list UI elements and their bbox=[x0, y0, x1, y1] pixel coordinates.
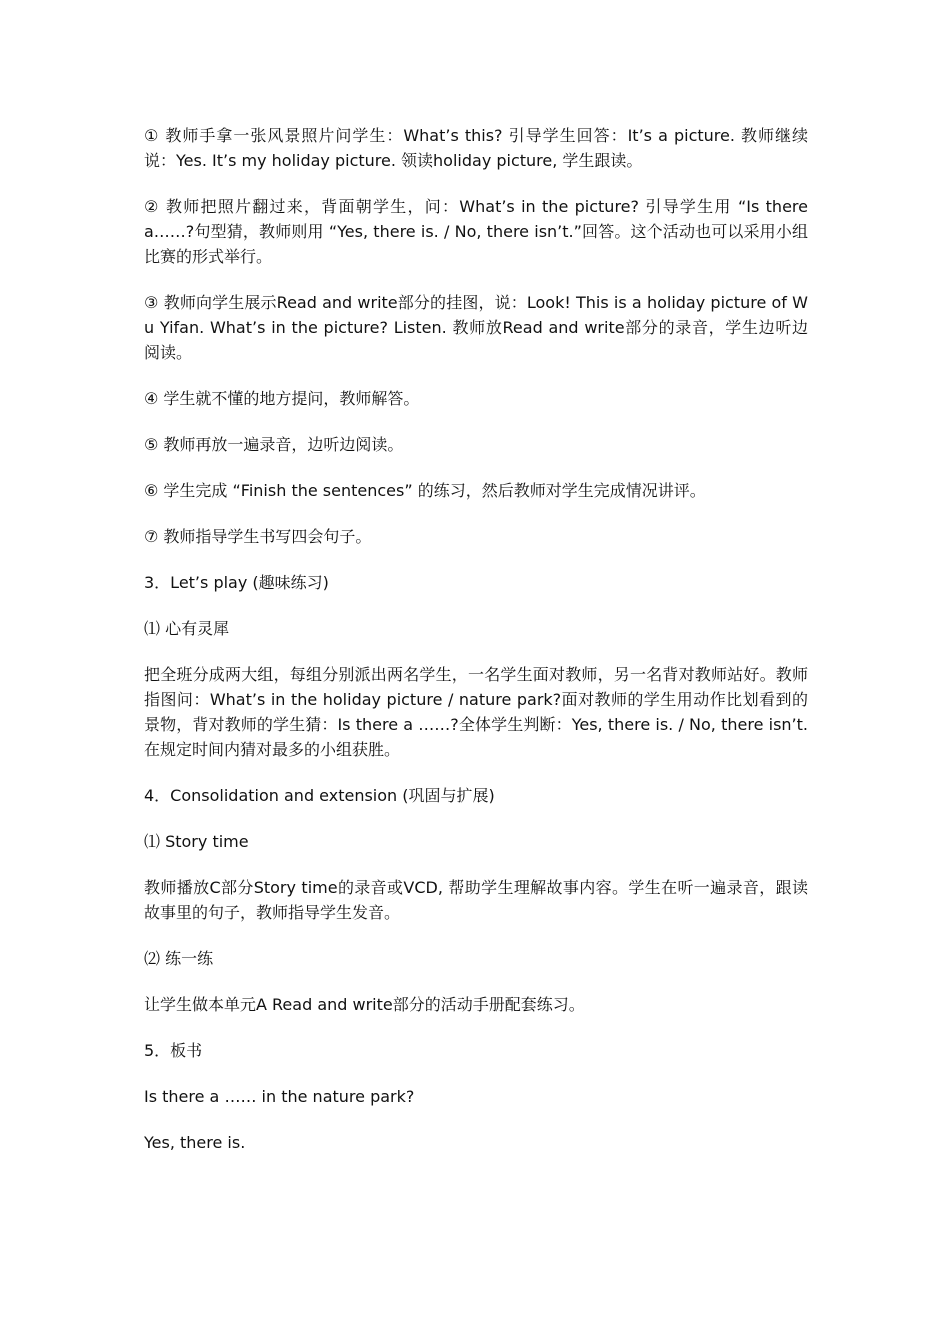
practice-heading: ⑵ 练一练 bbox=[144, 949, 214, 968]
step-6-finish-sentences: ⑥ 学生完成 “Finish the sentences” 的练习，然后教师对学生完成情况讲评。 bbox=[144, 481, 706, 500]
board-answer: Yes, there is. bbox=[144, 1133, 246, 1152]
step-7-writing: ⑦ 教师指导学生书写四会句子。 bbox=[144, 527, 372, 546]
story-time-description: 教师播放C部分Story time的录音或VCD, 帮助学生理解故事内容。学生在听一遍录音，跟读故事里的句子，教师指导学生发音。 bbox=[144, 878, 808, 922]
step-3-read-and-write: ③ 教师向学生展示Read and write部分的挂图，说：Look! This is a holiday picture of Wu Yifan. What’s in the picture? Listen. 教师放Read and write部分的录音，学生边听边阅读。 bbox=[144, 293, 808, 362]
board-question: Is there a …… in the nature park? bbox=[144, 1087, 415, 1106]
step-2-guess-game: ② 教师把照片翻过来，背面朝学生，问：What’s in the picture? 引导学生用 “Is there a……?句型猜，教师则用 “Yes, there is. / No, there isn’t.”回答。这个活动也可以采用小组比赛的形式举行。 bbox=[144, 197, 808, 266]
practice-description: 让学生做本单元A Read and write部分的活动手册配套练习。 bbox=[144, 995, 585, 1014]
step-1-photo-question: ① 教师手拿一张风景照片问学生：What’s this? 引导学生回答：It’s a picture. 教师继续说：Yes. It’s my holiday picture. 领读holiday picture, 学生跟读。 bbox=[144, 126, 808, 170]
section-4-heading: 4．Consolidation and extension (巩固与扩展) bbox=[144, 786, 495, 805]
game-description: 把全班分成两大组，每组分别派出两名学生，一名学生面对教师，另一名背对教师站好。教师指图问：What’s in the holiday picture / nature park?面对教师的学生用动作比划看到的景物，背对教师的学生猜：Is there a ……?全体学生判断：Yes, there is. / No, there isn’t.在规定时间内猜对最多的小组获胜。 bbox=[144, 665, 808, 759]
section-3-heading: 3．Let’s play (趣味练习) bbox=[144, 573, 329, 592]
step-4-questions: ④ 学生就不懂的地方提问，教师解答。 bbox=[144, 389, 420, 408]
subsection-1-heading: ⑴ 心有灵犀 bbox=[144, 619, 230, 638]
document-page bbox=[144, 123, 808, 1176]
section-5-heading: 5．板书 bbox=[144, 1041, 203, 1060]
story-time-heading: ⑴ Story time bbox=[144, 832, 249, 851]
step-5-replay: ⑤ 教师再放一遍录音，边听边阅读。 bbox=[144, 435, 404, 454]
